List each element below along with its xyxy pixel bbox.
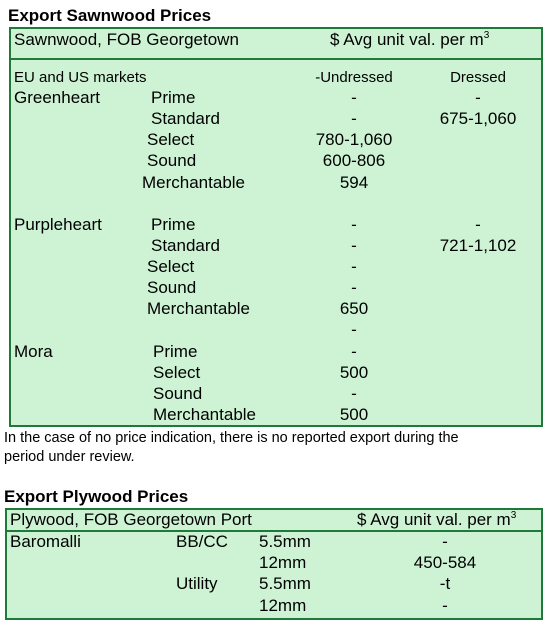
plywood-species: Baromalli — [10, 532, 81, 551]
col-undressed: -Undressed — [315, 69, 393, 86]
value-cell: - — [351, 109, 357, 128]
grade-bbcc: BB/CC — [176, 532, 228, 551]
sawnwood-header-left: Sawnwood, FOB Georgetown — [14, 30, 239, 49]
grade-sound: Sound — [147, 278, 197, 297]
value-cell: - — [351, 320, 357, 339]
note-line-1: In the case of no price indication, there is no reported export during the — [4, 430, 459, 446]
value-cell: - — [351, 342, 357, 361]
value-cell: 500 — [339, 363, 369, 382]
value-cell: - — [351, 278, 357, 297]
grade-merchantable: Merchantable — [147, 299, 251, 318]
thickness-label: 5.5mm — [259, 532, 311, 551]
value-cell: 721-1,102 — [439, 236, 517, 255]
markets-label: EU and US markets — [14, 69, 147, 86]
plywood-header-left: Plywood, FOB Georgetown Port — [10, 510, 252, 529]
grade-prime: Prime — [151, 215, 196, 234]
plywood-title: Export Plywood Prices — [4, 487, 189, 506]
value-cell: - — [475, 215, 481, 234]
value-cell: - — [351, 215, 357, 234]
thickness-label: 12mm — [259, 553, 307, 572]
sawnwood-header-right: $ Avg unit val. per $m^3$ — [330, 30, 490, 49]
grade-standard: Standard — [151, 236, 220, 255]
value-cell: 600-806 — [322, 151, 386, 170]
sawnwood-header-divider — [9, 58, 543, 60]
value-cell: 675-1,060 — [439, 109, 517, 128]
value-cell: - — [475, 88, 481, 107]
grade-merchantable: Merchantable — [153, 405, 257, 424]
value-cell: 780-1,060 — [315, 130, 393, 149]
species-purpleheart: Purpleheart — [14, 215, 102, 234]
value-cell: - — [442, 532, 448, 551]
value-cell: - — [351, 384, 357, 403]
species-mora: Mora — [14, 342, 53, 361]
value-cell: 500 — [339, 405, 369, 424]
value-cell: - — [351, 257, 357, 276]
sawnwood-title: Export Sawnwood Prices — [8, 6, 212, 25]
value-cell: 450-584 — [413, 553, 477, 572]
value-cell: 650 — [339, 299, 369, 318]
col-dressed: Dressed — [450, 69, 506, 86]
grade-select: Select — [153, 363, 201, 382]
value-cell: - — [351, 88, 357, 107]
grade-sound: Sound — [147, 151, 197, 170]
note-line-2: period under review. — [4, 449, 135, 465]
species-greenheart: Greenheart — [14, 88, 100, 107]
value-cell: 594 — [339, 173, 369, 192]
plywood-header-right: $ Avg unit val. per $m^3$ — [357, 510, 517, 529]
value-cell: -t — [439, 574, 451, 593]
thickness-label: 12mm — [259, 596, 307, 615]
grade-sound: Sound — [153, 384, 203, 403]
thickness-label: 5.5mm — [259, 574, 311, 593]
grade-standard: Standard — [151, 109, 220, 128]
grade-prime: Prime — [151, 88, 196, 107]
grade-select: Select — [147, 130, 195, 149]
grade-merchantable: Merchantable — [142, 173, 246, 192]
value-cell: - — [442, 596, 448, 615]
value-cell: - — [351, 236, 357, 255]
grade-select: Select — [147, 257, 195, 276]
grade-prime: Prime — [153, 342, 198, 361]
grade-utility: Utility — [176, 574, 218, 593]
